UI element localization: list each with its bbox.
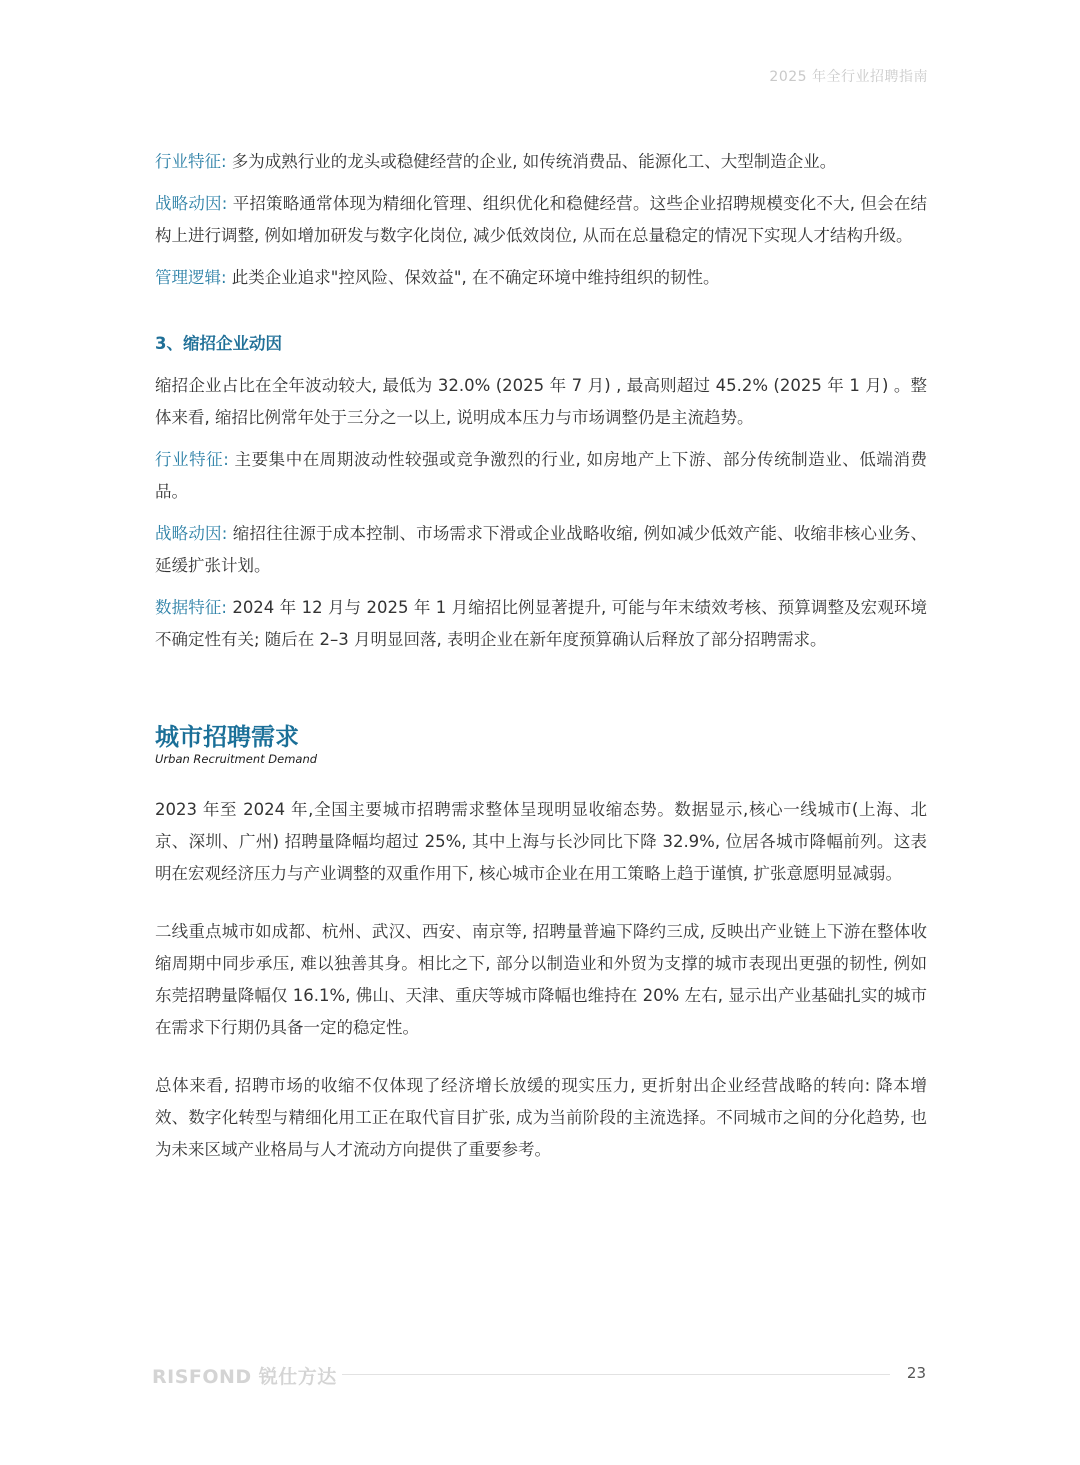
section-subtitle: Urban Recruitment Demand xyxy=(155,752,318,766)
paragraph-label: 战略动因: xyxy=(155,524,228,543)
subsection-intro: 缩招企业占比在全年波动较大, 最低为 32.0% (2025 年 7 月) , 最高则超过 45.2% (2025 年 1 月) 。整体来看, 缩招比例常年处于三分之一以上, 说明成本压力与市场调整仍是主流趋势。 xyxy=(155,376,927,427)
footer-divider xyxy=(342,1374,890,1375)
company-logo: RISFOND 锐仕方达 xyxy=(152,1366,337,1388)
page-number: 23 xyxy=(906,1364,926,1382)
paragraph-industry-features xyxy=(155,146,927,178)
paragraph-text: 多为成熟行业的龙头或稳健经营的企业, 如传统消费品、能源化工、大型制造企业。 xyxy=(226,152,837,171)
paragraph-reduction-drivers xyxy=(155,518,927,582)
page-content xyxy=(155,146,927,1192)
paragraph-reduction-data xyxy=(155,592,927,656)
paragraph-reduction-industry xyxy=(155,444,927,508)
city-paragraph: 2023 年至 2024 年,全国主要城市招聘需求整体呈现明显收缩态势。数据显示,核心一线城市(上海、北京、深圳、广州) 招聘量降幅均超过 25%, 其中上海与长沙同比下降 32.9%, 位居各城市降幅前列。这表明在宏观经济压力与产业调整的双重作用下, 核心城市企业在用工策略上趋于谨慎, 扩张意愿明显减弱。 xyxy=(155,800,927,883)
paragraph-label: 战略动因: xyxy=(155,194,228,213)
paragraph-text: 2024 年 12 月与 2025 年 1 月缩招比例显著提升, 可能与年末绩效考核、预算调整及宏观环境不确定性有关; 随后在 2–3 月明显回落, 表明企业在新年度预算确认后释放了部分招聘需求。 xyxy=(155,598,927,649)
page-footer xyxy=(152,1362,928,1386)
paragraph-label: 行业特征: xyxy=(155,450,229,469)
section-header xyxy=(155,722,927,766)
city-paragraph: 总体来看, 招聘市场的收缩不仅体现了经济增长放缓的现实压力, 更折射出企业经营战略的转向: 降本增效、数字化转型与精细化用工正在取代盲目扩张, 成为当前阶段的主流选择。不同城市之间的分化趋势, 也为未来区域产业格局与人才流动方向提供了重要参考。 xyxy=(155,1076,927,1159)
section-title: 城市招聘需求 xyxy=(155,723,299,751)
running-header-title: 2025 年全行业招聘指南 xyxy=(769,69,928,85)
city-paragraph: 二线重点城市如成都、杭州、武汉、西安、南京等, 招聘量普遍下降约三成, 反映出产业链上下游在整体收缩周期中同步承压, 难以独善其身。相比之下, 部分以制造业和外贸为支撑的城市表现出更强的韧性, 例如东莞招聘量降幅仅 16.1%, 佛山、天津、重庆等城市降幅也维持在 20% 左右, 显示出产业基础扎实的城市在需求下行期仍具备一定的稳定性。 xyxy=(155,922,927,1037)
paragraph-text: 此类企业追求"控风险、保效益", 在不确定环境中维持组织的韧性。 xyxy=(226,268,720,287)
paragraph-text: 平招策略通常体现为精细化管理、组织优化和稳健经营。这些企业招聘规模变化不大, 但会在结构上进行调整, 例如增加研发与数字化岗位, 减少低效岗位, 从而在总量稳定的情况下实现人才结构升级。 xyxy=(155,194,927,245)
paragraph-management-logic xyxy=(155,262,927,294)
paragraph-label: 管理逻辑: xyxy=(155,268,227,287)
paragraph-label: 行业特征: xyxy=(155,152,227,171)
paragraph-strategic-drivers xyxy=(155,188,927,252)
subsection-heading: 3、缩招企业动因 xyxy=(155,334,282,353)
paragraph-text: 缩招往往源于成本控制、市场需求下滑或企业战略收缩, 例如减少低效产能、收缩非核心业务、延缓扩张计划。 xyxy=(155,524,927,575)
paragraph-label: 数据特征: xyxy=(155,598,227,617)
paragraph-text: 主要集中在周期波动性较强或竞争激烈的行业, 如房地产上下游、部分传统制造业、低端消费品。 xyxy=(155,450,927,501)
